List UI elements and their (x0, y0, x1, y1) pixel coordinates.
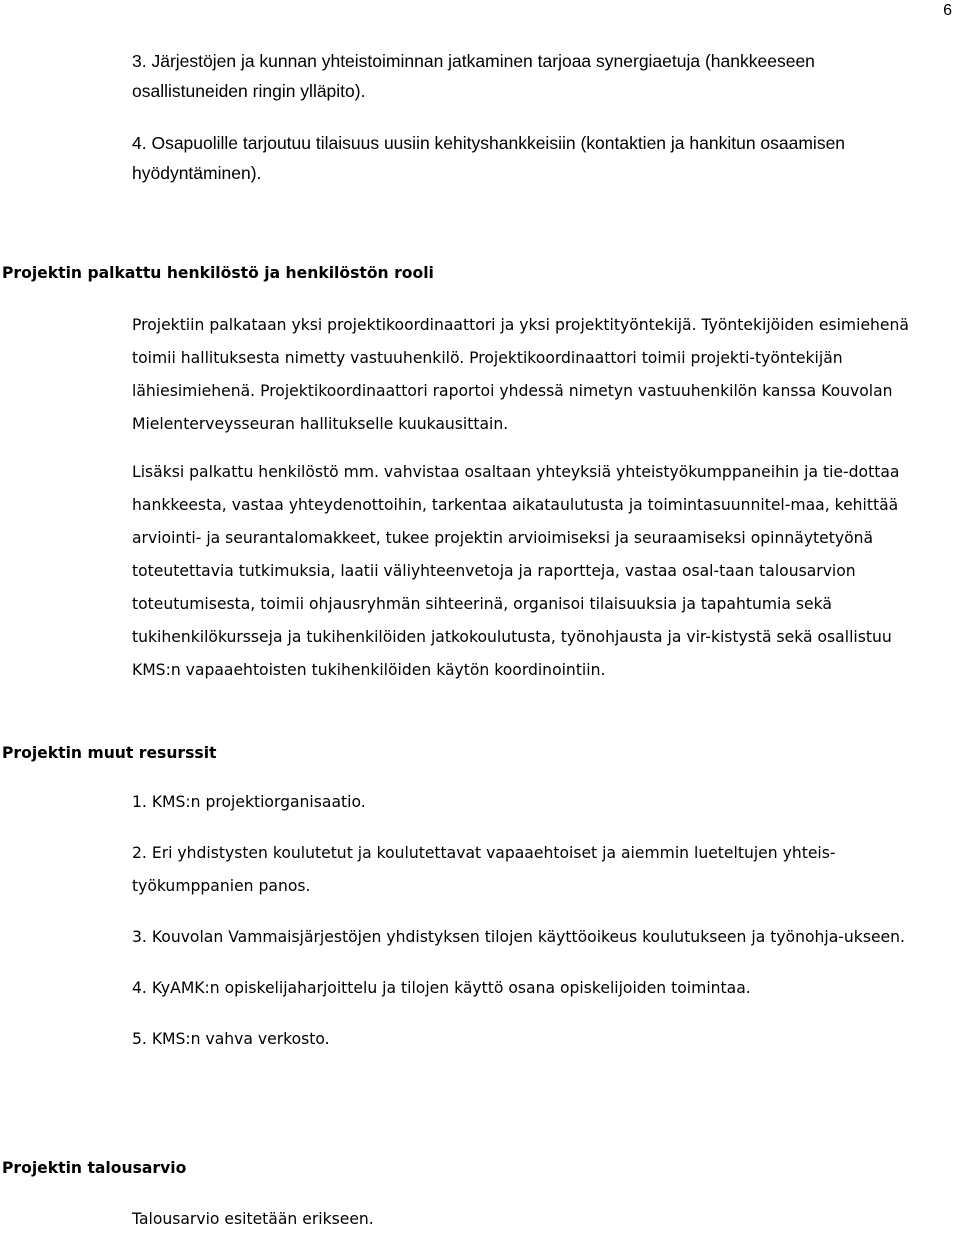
intro-list-item-3: 3. Järjestöjen ja kunnan yhteistoiminnan jatkaminen tarjoaa synergiaetuja (hankkeeseen osallistuneiden ringin ylläpito). (132, 51, 815, 101)
budget-section-heading: Projektin talousarvio (2, 1159, 187, 1177)
budget-text: Talousarvio esitetään erikseen. (132, 1210, 374, 1228)
staff-section-body (132, 309, 932, 687)
page-number: 6 (943, 2, 952, 19)
intro-list (132, 46, 932, 188)
staff-paragraph-2: Lisäksi palkattu henkilöstö mm. vahvistaa osaltaan yhteyksiä yhteistyökumppaneihin ja tie-dottaa hankkeesta, vastaa yhteydenottoihin, tarkentaa aikataulutusta ja toimintasuunnitel-maa, kehittää arviointi- ja seurantalomakkeet, tukee projektin arvioimiseksi ja seuraamiseksi opinnäytetyönä toteutettavia tutkimuksia, laatii väliyhteenvetoja ja raportteja, vastaa osal-taan talousarvion toteutumisesta, toimii ohjausryhmän sihteerinä, organisoi tilaisuuksia ja tapahtumia sekä tukihenkilökursseja ja tukihenkilöiden jatkokoulutusta, työnohjausta ja vir-kistystä sekä osallistuu KMS:n vapaaehtoisten tukihenkilöiden käytön koordinointiin. (132, 463, 900, 679)
budget-section-body (132, 1203, 932, 1236)
resources-item-4: 4. KyAMK:n opiskelijaharjoittelu ja tilojen käyttö osana opiskelijoiden toimintaa. (132, 979, 751, 997)
staff-paragraph-1: Projektiin palkataan yksi projektikoordinaattori ja yksi projektityöntekijä. Työntekijöiden esimiehenä toimii hallituksesta nimetty vastuuhenkilö. Projektikoordinaattori toimii projekti-työntekijän lähiesimiehenä. Projektikoordinaattori raportoi yhdessä nimetyn vastuuhenkilön kanssa Kouvolan Mielenterveysseuran hallitukselle kuukausittain. (132, 316, 909, 433)
resources-section-heading: Projektin muut resurssit (2, 744, 217, 762)
resources-item-1: 1. KMS:n projektiorganisaatio. (132, 793, 366, 811)
staff-section-heading: Projektin palkattu henkilöstö ja henkilöstön rooli (2, 264, 434, 282)
resources-item-5: 5. KMS:n vahva verkosto. (132, 1030, 330, 1048)
resources-item-3: 3. Kouvolan Vammaisjärjestöjen yhdistyksen tilojen käyttöoikeus koulutukseen ja työnohja-ukseen. (132, 928, 905, 946)
intro-list-item-4: 4. Osapuolille tarjoutuu tilaisuus uusiin kehityshankkeisiin (kontaktien ja hankitun osaamisen hyödyntäminen). (132, 133, 846, 183)
resources-list (132, 786, 932, 1056)
resources-item-2: 2. Eri yhdistysten koulutetut ja koulutettavat vapaaehtoiset ja aiemmin lueteltujen yhteis-työkumppanien panos. (132, 844, 836, 895)
